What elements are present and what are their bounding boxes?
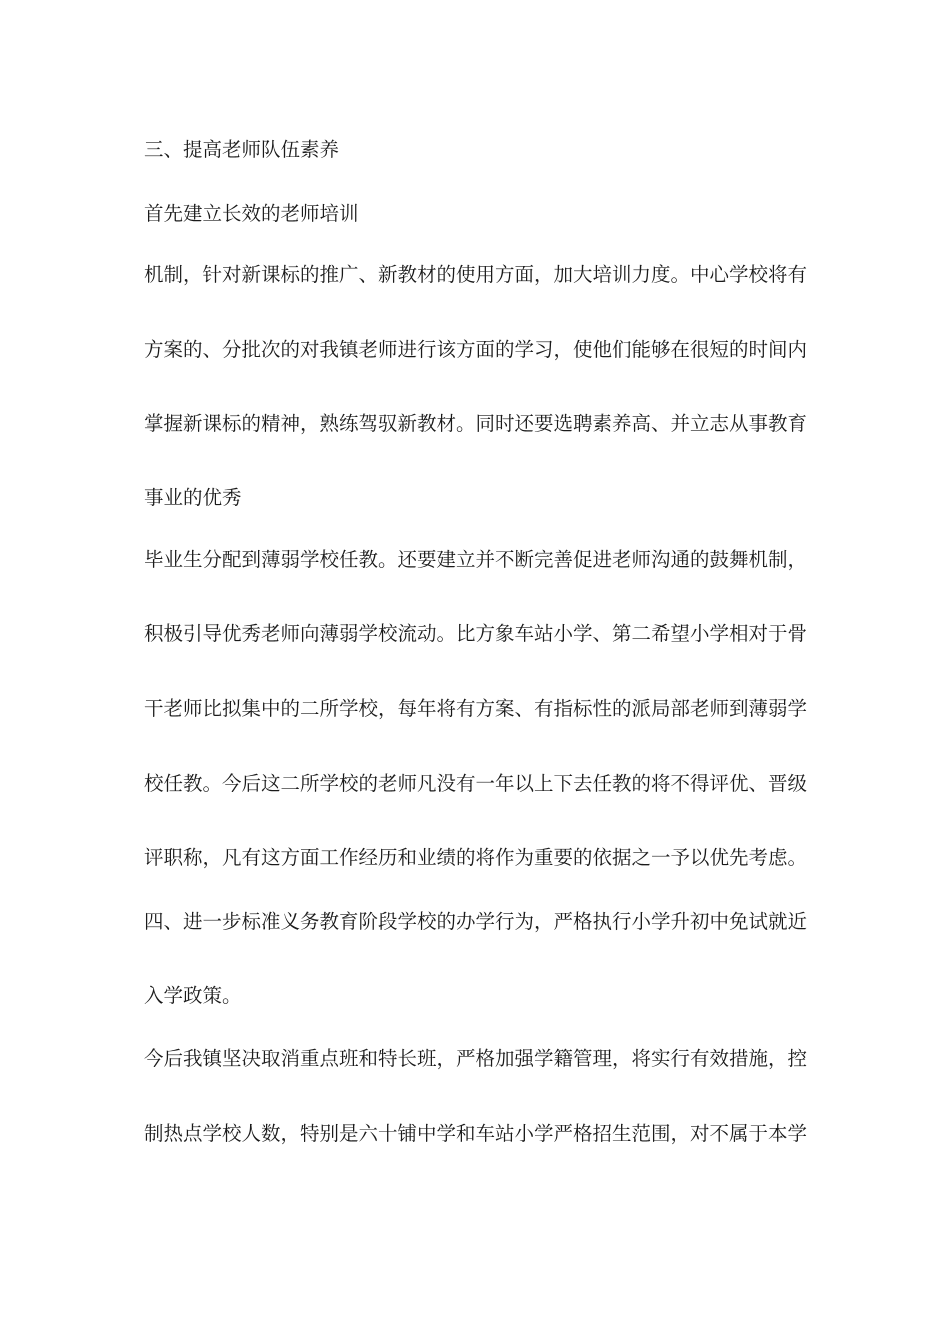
- paragraph-line: 掌握新课标的精神，熟练驾驭新教材。同时还要选聘素养高、并立志从事教育: [144, 412, 808, 435]
- paragraph-line: 方案的、分批次的对我镇老师进行该方面的学习，使他们能够在很短的时间内: [144, 338, 808, 361]
- paragraph-line: 今后我镇坚决取消重点班和特长班，严格加强学籍管理，将实行有效措施，控: [144, 1047, 808, 1070]
- paragraph-line: 积极引导优秀老师向薄弱学校流动。比方象车站小学、第二希望小学相对于骨: [144, 622, 808, 645]
- paragraph-line: 事业的优秀: [144, 486, 242, 509]
- paragraph-line: 毕业生分配到薄弱学校任教。还要建立并不断完善促进老师沟通的鼓舞机制，: [144, 548, 808, 571]
- paragraph-line: 首先建立长效的老师培训: [144, 202, 359, 225]
- paragraph-line: 校任教。今后这二所学校的老师凡没有一年以上下去任教的将不得评优、晋级: [144, 772, 808, 795]
- paragraph-line: 制热点学校人数，特别是六十铺中学和车站小学严格招生范围，对不属于本学: [144, 1122, 808, 1145]
- section-heading-4: 四、进一步标准义务教育阶段学校的办学行为，严格执行小学升初中免试就近: [144, 910, 808, 933]
- paragraph-line: 干老师比拟集中的二所学校，每年将有方案、有指标性的派局部老师到薄弱学: [144, 697, 808, 720]
- paragraph-line: 评职称，凡有这方面工作经历和业绩的将作为重要的依据之一予以优先考虑。: [144, 846, 808, 869]
- paragraph-line: 机制，针对新课标的推广、新教材的使用方面，加大培训力度。中心学校将有: [144, 263, 808, 286]
- section-heading-3: 三、提高老师队伍素养: [144, 138, 340, 161]
- paragraph-line: 入学政策。: [144, 984, 242, 1007]
